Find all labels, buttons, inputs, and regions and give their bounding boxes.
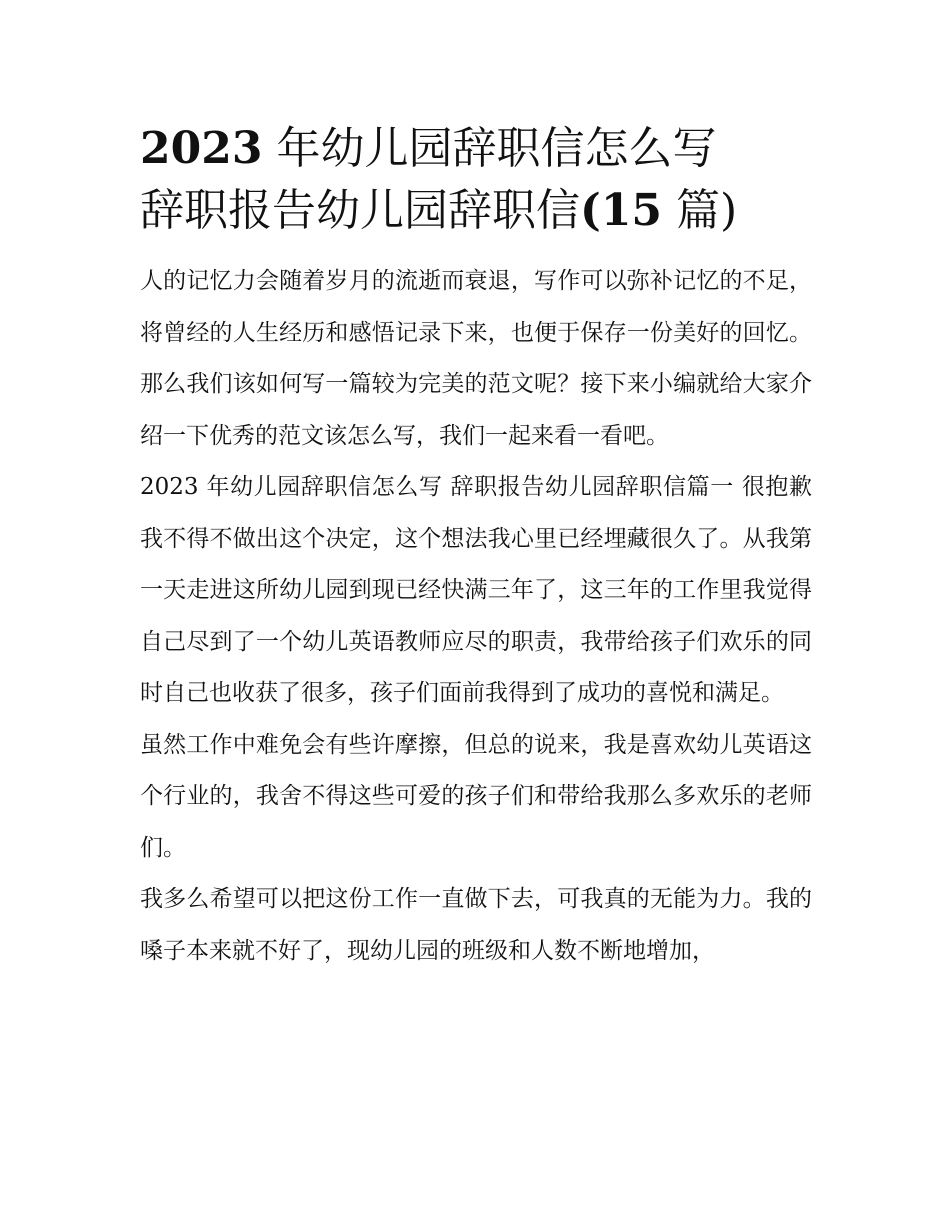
document-page [140,118,812,977]
title-line2-text: 辞职报告幼儿园辞职信 [140,185,580,236]
paragraph-letter-3: 我多么希望可以把这份工作一直做下去，可我真的无能为力。我的嗓子本来就不好了，现幼儿园的班级和人数不断地增加， [140,886,812,964]
paragraph-letter-2: 虽然工作中难免会有些许摩擦，但总的说来，我是喜欢幼儿英语这个行业的，我舍不得这些可爱的孩子们和带给我那么多欢乐的老师们。 [140,731,812,861]
title-year: 2023 [140,123,263,174]
paragraph-letter-1: 2023 年幼儿园辞职信怎么写 辞职报告幼儿园辞职信篇一 很抱歉我不得不做出这个决定，这个想法我心里已经埋藏很久了。从我第一天走进这所幼儿园到现已经快满三年了，这三年的工作里我觉得自己尽到了一个幼儿英语教师应尽的职责，我带给孩子们欢乐的同时自己也收获了很多，孩子们面前我得到了成功的喜悦和满足。 [140,474,812,706]
paragraph-intro: 人的记忆力会随着岁月的流逝而衰退，写作可以弥补记忆的不足，将曾经的人生经历和感悟记录下来，也便于保存一份美好的回忆。那么我们该如何写一篇较为完美的范文呢？接下来小编就给大家介绍一下优秀的范文该怎么写，我们一起来看一看吧。 [140,268,812,449]
title-line1-text: 年幼儿园辞职信怎么写 [276,123,717,174]
title-line2-end: 篇) [676,185,738,236]
document-title [140,118,812,242]
title-count: (15 [580,185,663,236]
